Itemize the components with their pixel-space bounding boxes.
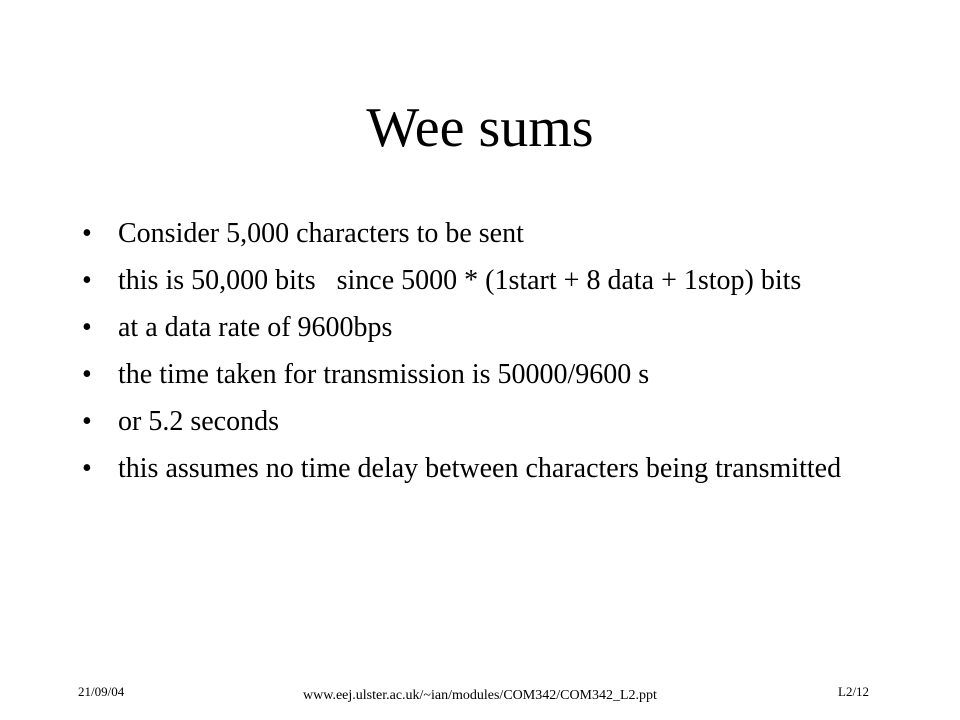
bullet-icon: • xyxy=(82,453,92,484)
bullet-list xyxy=(82,218,862,500)
bullet-icon: • xyxy=(82,218,92,249)
bullet-text: at a data rate of 9600bps xyxy=(118,312,393,343)
bullet-item xyxy=(82,218,862,250)
bullet-icon: • xyxy=(82,406,92,437)
bullet-item xyxy=(82,406,862,438)
bullet-item xyxy=(82,359,862,391)
bullet-icon: • xyxy=(82,312,92,343)
bullet-text: this assumes no time delay between characters being transmitted xyxy=(118,453,842,484)
bullet-item xyxy=(82,453,862,485)
bullet-text: Consider 5,000 characters to be sent xyxy=(118,218,524,249)
bullet-item xyxy=(82,312,862,344)
footer-url: www.eej.ulster.ac.uk/~ian/modules/COM342/COM342_L2.ppt xyxy=(303,688,657,703)
bullet-text: or 5.2 seconds xyxy=(118,406,279,437)
bullet-icon: • xyxy=(82,359,92,390)
bullet-text: this is 50,000 bits since 5000 * (1start + 8 data + 1stop) bits xyxy=(118,265,802,296)
footer-date: 21/09/04 xyxy=(78,684,125,699)
bullet-text: the time taken for transmission is 50000/9600 s xyxy=(118,359,650,390)
bullet-item xyxy=(82,265,862,297)
bullet-icon: • xyxy=(82,265,92,296)
footer-page-number: L2/12 xyxy=(838,684,870,699)
slide-title: Wee sums xyxy=(366,97,594,159)
